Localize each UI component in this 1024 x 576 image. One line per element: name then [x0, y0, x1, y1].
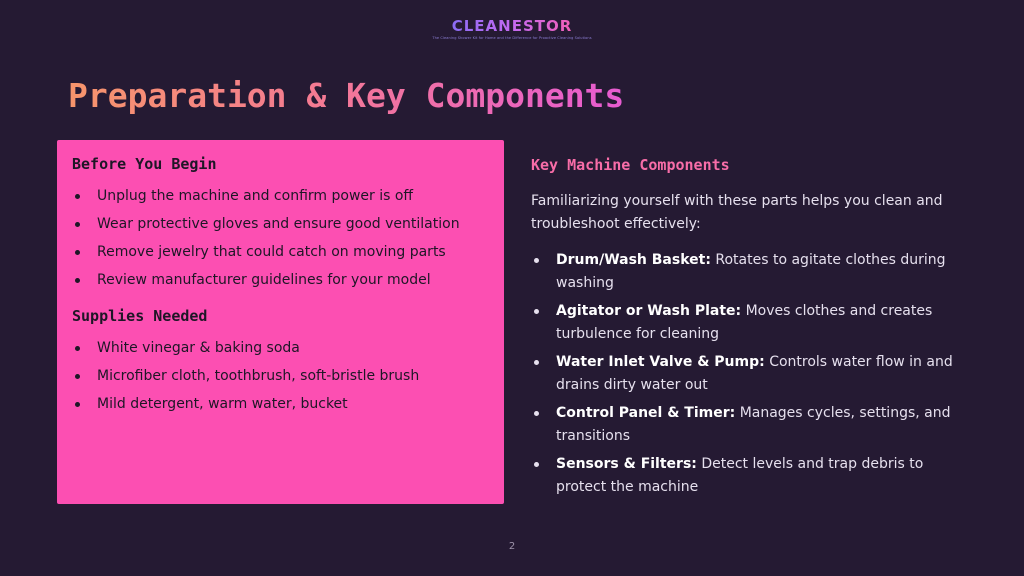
- brand-logo: [0, 16, 1024, 40]
- component-desc: Manages cycles, settings, and transitions: [556, 405, 951, 444]
- component-item: [531, 351, 961, 397]
- component-desc: Controls water flow in and drains dirty water out: [556, 354, 953, 393]
- list-item: White vinegar & baking soda: [72, 339, 490, 357]
- before-you-begin-heading: Before You Begin: [72, 155, 217, 173]
- logo-wordmark: CLEANESTOR: [451, 17, 573, 35]
- supplies-list: [72, 339, 490, 413]
- components-intro: Familiarizing yourself with these parts helps you clean and troubleshoot effectively:: [531, 193, 943, 232]
- components-list: [531, 249, 961, 499]
- list-item: Unplug the machine and confirm power is off: [72, 187, 490, 205]
- list-item: Mild detergent, warm water, bucket: [72, 395, 490, 413]
- components-heading: Key Machine Components: [531, 156, 730, 174]
- component-name: Control Panel & Timer:: [556, 405, 736, 421]
- list-item: Remove jewelry that could catch on moving parts: [72, 243, 490, 261]
- list-item: Review manufacturer guidelines for your model: [72, 271, 490, 289]
- page-number: 2: [508, 541, 516, 552]
- component-desc: Rotates to agitate clothes during washing: [556, 252, 946, 291]
- before-you-begin-list: [72, 187, 490, 289]
- slide-title: Preparation & Key Components: [68, 74, 624, 118]
- component-name: Water Inlet Valve & Pump:: [556, 354, 765, 370]
- logo-tagline: The Cleaning Shower Kit for Home and the Difference for Proactive Cleaning Solutions: [432, 36, 592, 40]
- component-desc: Detect levels and trap debris to protect the machine: [556, 456, 924, 495]
- component-name: Sensors & Filters:: [556, 456, 697, 472]
- component-item: [531, 453, 961, 499]
- preparation-panel: [57, 140, 504, 504]
- supplies-needed-heading: Supplies Needed: [72, 307, 208, 325]
- component-item: [531, 249, 961, 295]
- component-item: [531, 300, 961, 346]
- component-name: Drum/Wash Basket:: [556, 252, 711, 268]
- component-item: [531, 402, 961, 448]
- list-item: Wear protective gloves and ensure good ventilation: [72, 215, 490, 233]
- component-desc: Moves clothes and creates turbulence for cleaning: [556, 303, 933, 342]
- list-item: Microfiber cloth, toothbrush, soft-bristle brush: [72, 367, 490, 385]
- component-name: Agitator or Wash Plate:: [556, 303, 742, 319]
- components-section: [531, 155, 961, 504]
